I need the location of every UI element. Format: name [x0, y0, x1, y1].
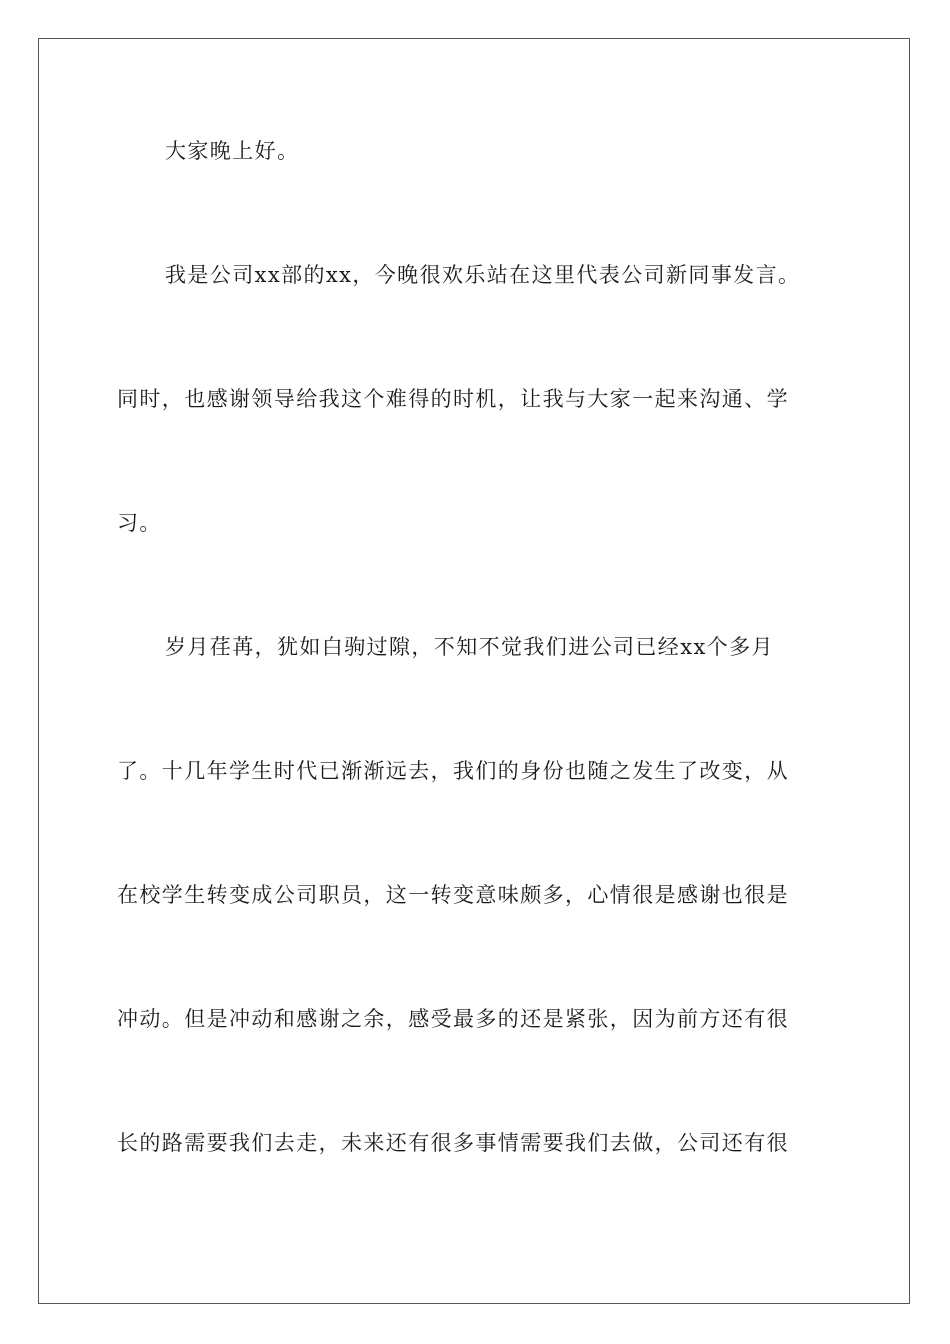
paragraph-2-line-4: 冲动。但是冲动和感谢之余，感受最多的还是紧张，因为前方还有很 — [117, 1007, 789, 1031]
paragraph-2-line-3: 在校学生转变成公司职员，这一转变意味颇多，心情很是感谢也很是 — [117, 883, 789, 907]
paragraph-2-line-1: 岁月荏苒，犹如白驹过隙，不知不觉我们进公司已经xx个多月 — [165, 635, 774, 659]
paragraph-1-line-3: 习。 — [117, 511, 162, 535]
paragraph-1-line-2: 同时，也感谢领导给我这个难得的时机，让我与大家一起来沟通、学 — [117, 387, 789, 411]
paragraph-2-line-5: 长的路需要我们去走，未来还有很多事情需要我们去做，公司还有很 — [117, 1131, 789, 1155]
page-border — [38, 38, 910, 1304]
greeting-line: 大家晚上好。 — [165, 139, 300, 163]
paragraph-2-line-2: 了。十几年学生时代已渐渐远去，我们的身份也随之发生了改变，从 — [117, 759, 789, 783]
paragraph-1-line-1: 我是公司xx部的xx，今晚很欢乐站在这里代表公司新同事发言。 — [165, 263, 801, 287]
